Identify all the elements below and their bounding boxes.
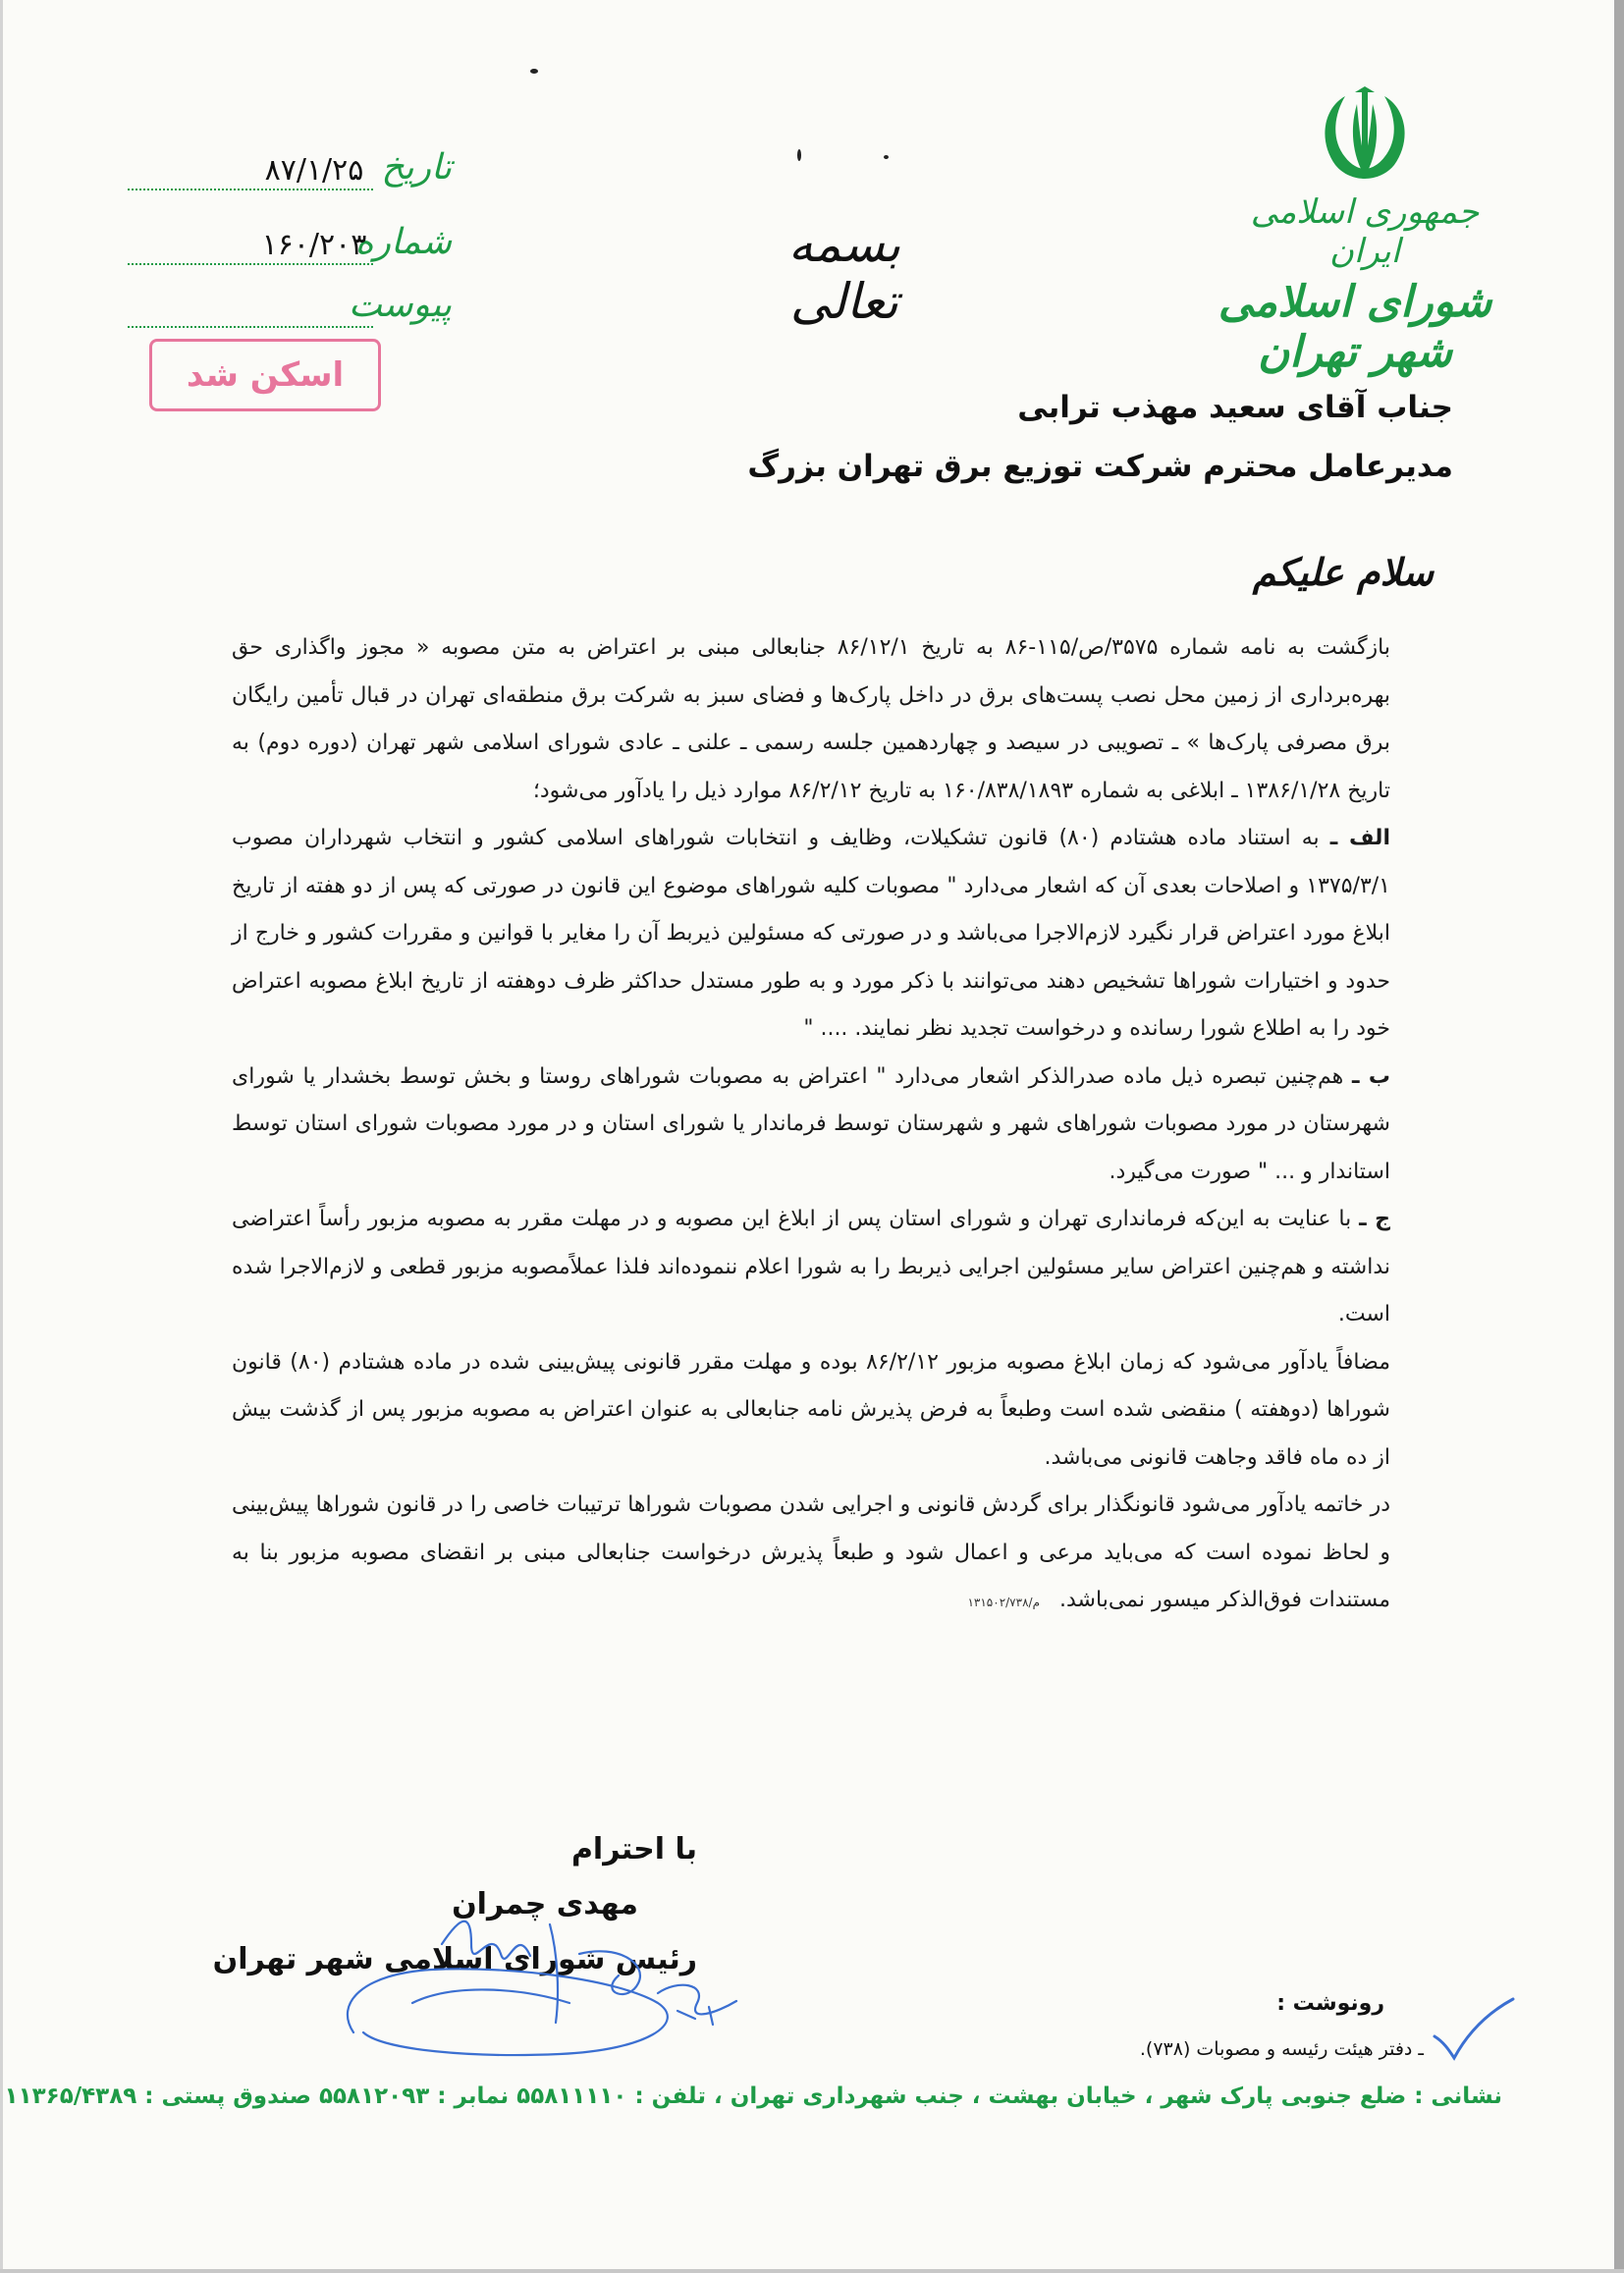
- paragraph-be: [232, 1054, 1390, 1197]
- handwritten-signature: [324, 1885, 776, 2062]
- paragraph-alef-text: به استناد ماده هشتادم (۸۰) قانون تشکیلات، وظایف و انتخابات شوراهای اسلامی کشور و انتخاب شهرداران مصوب ۱۳۷۵/۳/۱ و اصلاحات بعدی آن که اشعار می‌دارد " مصوبات کلیه شوراهای موضوع این قانون در صورتی که پس از دو هفته از تاریخ ابلاغ مورد اعتراض قرار نگیرد لازم‌الاجرا می‌باشد و در صورتی که مسئولین ذیربط آن را مغایر با قوانین و مقررات کشور و خارج از حدود و اختیارات شوراها تشخیص دهند می‌توانند با ذکر مورد و به طور مستدل حداکثر ظرف دوهفته از تاریخ ابلاغ مصوبه اعتراض خود را به اطلاع شورا رسانده و درخواست تجدید نظر نمایند. .... ": [232, 826, 1390, 1041]
- cc-item: ـ دفتر هیئت رئیسه و مصوبات (۷۳۸).: [1139, 2038, 1424, 2060]
- scan-speck: [797, 149, 801, 161]
- addressee-name: جناب آقای سعید مهذب ترابی: [1017, 390, 1453, 425]
- attachment-row: [128, 285, 452, 334]
- paragraph-jim: [232, 1196, 1390, 1339]
- attachment-dotted-line: [128, 326, 373, 328]
- paragraph-final-text: در خاتمه یادآور می‌شود قانونگذار برای گردش قانونی و اجرایی شدن مصوبات شوراها ترتیبات خاصی را در قانون شوراها پیش‌بینی و لحاظ نموده است که می‌باید مرعی و اعمال شود و طبعاً پذیرش درخواست جنابعالی مبنی بر انقضای مصوبه مزبور بنا به مستندات فوق‌الذکر میسور نمی‌باشد.: [232, 1492, 1390, 1612]
- paragraph-jim-text: با عنایت به این‌که فرمانداری تهران و شورای استان پس از ابلاغ این مصوبه و در مهلت مقرر به مصوبه مزبور رأساً اعتراضی نداشته و هم‌چنین اعتراض سایر مسئولین اجرایی ذیربط را به شورا اعلام ننموده‌اند فلذا عملاًمصوبه مزبور قطعی و لازم‌الاجرا شده است.: [232, 1207, 1390, 1326]
- greeting: سلام علیکم: [1252, 550, 1434, 594]
- paragraph-jim-marker: ج ـ: [1359, 1207, 1390, 1231]
- iran-emblem-icon: [1306, 86, 1424, 185]
- addressee-title: مدیرعامل محترم شرکت توزیع برق تهران بزرگ: [747, 449, 1453, 484]
- date-value: ۸۷/۱/۲۵: [264, 153, 364, 188]
- signer-title: رئیس شورای اسلامی شهر تهران: [212, 1942, 697, 1976]
- date-dotted-line: [128, 189, 373, 190]
- number-value: ۱۶۰/۲۰۳: [261, 228, 367, 262]
- date-row: [128, 147, 452, 196]
- addressee-block: [687, 378, 1453, 496]
- number-dotted-line: [128, 263, 373, 265]
- paragraph-be-marker: ب ـ: [1351, 1063, 1390, 1089]
- scan-edge-right: [1614, 0, 1624, 2273]
- number-row: [128, 222, 452, 271]
- scan-edge-bottom: [0, 2269, 1624, 2273]
- scan-edge-left: [0, 0, 3, 2273]
- date-label: تاریخ: [381, 147, 452, 188]
- paragraph-alef: [232, 815, 1390, 1054]
- cc-title: رونوشت :: [1276, 1991, 1384, 2016]
- scan-speck: [530, 69, 538, 74]
- signer-name: مهدی چمران: [452, 1887, 638, 1921]
- attachment-label: پیوست: [349, 285, 452, 325]
- bismillah: بسمه تعالی: [787, 216, 901, 330]
- scanned-stamp: اسکن شد: [149, 339, 381, 411]
- paragraph-alef-marker: الف ـ: [1329, 826, 1390, 850]
- checkmark-icon: [1429, 1993, 1517, 2062]
- paragraph-final: [232, 1482, 1390, 1627]
- number-label: شماره: [354, 222, 452, 262]
- letter-body: [232, 624, 1390, 1627]
- council-name: شورای اسلامی شهر تهران: [1218, 277, 1492, 377]
- closing-regards: با احترام: [570, 1832, 697, 1867]
- republic-name: جمهوری اسلامی ایران: [1250, 192, 1480, 271]
- scan-speck: [884, 155, 889, 159]
- reference-code: م/۱۳۱۵۰۲/۷۳۸: [967, 1596, 1041, 1609]
- paragraph-additional: مضافاً یادآور می‌شود که زمان ابلاغ مصوبه مزبور ۸۶/۲/۱۲ بوده و مهلت مقرر قانونی پیش‌بینی شده در ماده هشتادم (۸۰) قانون شوراها (دوهفته ) منقضی شده است وطبعاً به فرض پذیرش نامه جنابعالی به عنوان اعتراض به مصوبه مزبور پس از گذشت بیش از ده ماه فاقد وجاهت قانونی می‌باشد.: [232, 1349, 1390, 1470]
- paragraph-be-text: هم‌چنین تبصره ذیل ماده صدرالذکر اشعار می‌دارد " اعتراض به مصوبات شوراهای روستا و بخش توسط بخشدار یا شورای شهرستان در مورد مصوبات شوراهای شهر و شهرستان توسط فرماندار یا شورای استان و در مورد مصوبات شورای استان توسط استاندار و ... " صورت می‌گیرد.: [232, 1063, 1390, 1184]
- footer-address: نشانی : ضلع جنوبی پارک شهر ، خیابان بهشت ، جنب شهرداری تهران ، تلفن : ۵۵۸۱۱۱۱۰ نمابر : ۵۵۸۱۲۰۹۳ صندوق پستی : ۱۱۳۶۵/۴۳۸۹: [4, 2084, 1502, 2109]
- intro-paragraph: بازگشت به نامه شماره ۳۵۷۵/ص/۱۱۵-۸۶ به تاریخ ۸۶/۱۲/۱ جنابعالی مبنی بر اعتراض به متن مصوبه « مجوز واگذاری حق بهره‌برداری از زمین محل نصب پست‌های برق در داخل پارک‌ها و فضای سبز به شرکت برق منطقه‌ای تهران در قبال تأمین رایگان برق مصرفی پارک‌ها » ـ تصویبی در سیصد و چهاردهمین جلسه رسمی ـ علنی ـ عادی شورای اسلامی شهر تهران (دوره دوم) به تاریخ ۱۳۸۶/۱/۲۸ ـ ابلاغی به شماره ۱۶۰/۸۳۸/۱۸۹۳ به تاریخ ۸۶/۲/۱۲ موارد ذیل را یادآور می‌شود؛: [232, 635, 1390, 803]
